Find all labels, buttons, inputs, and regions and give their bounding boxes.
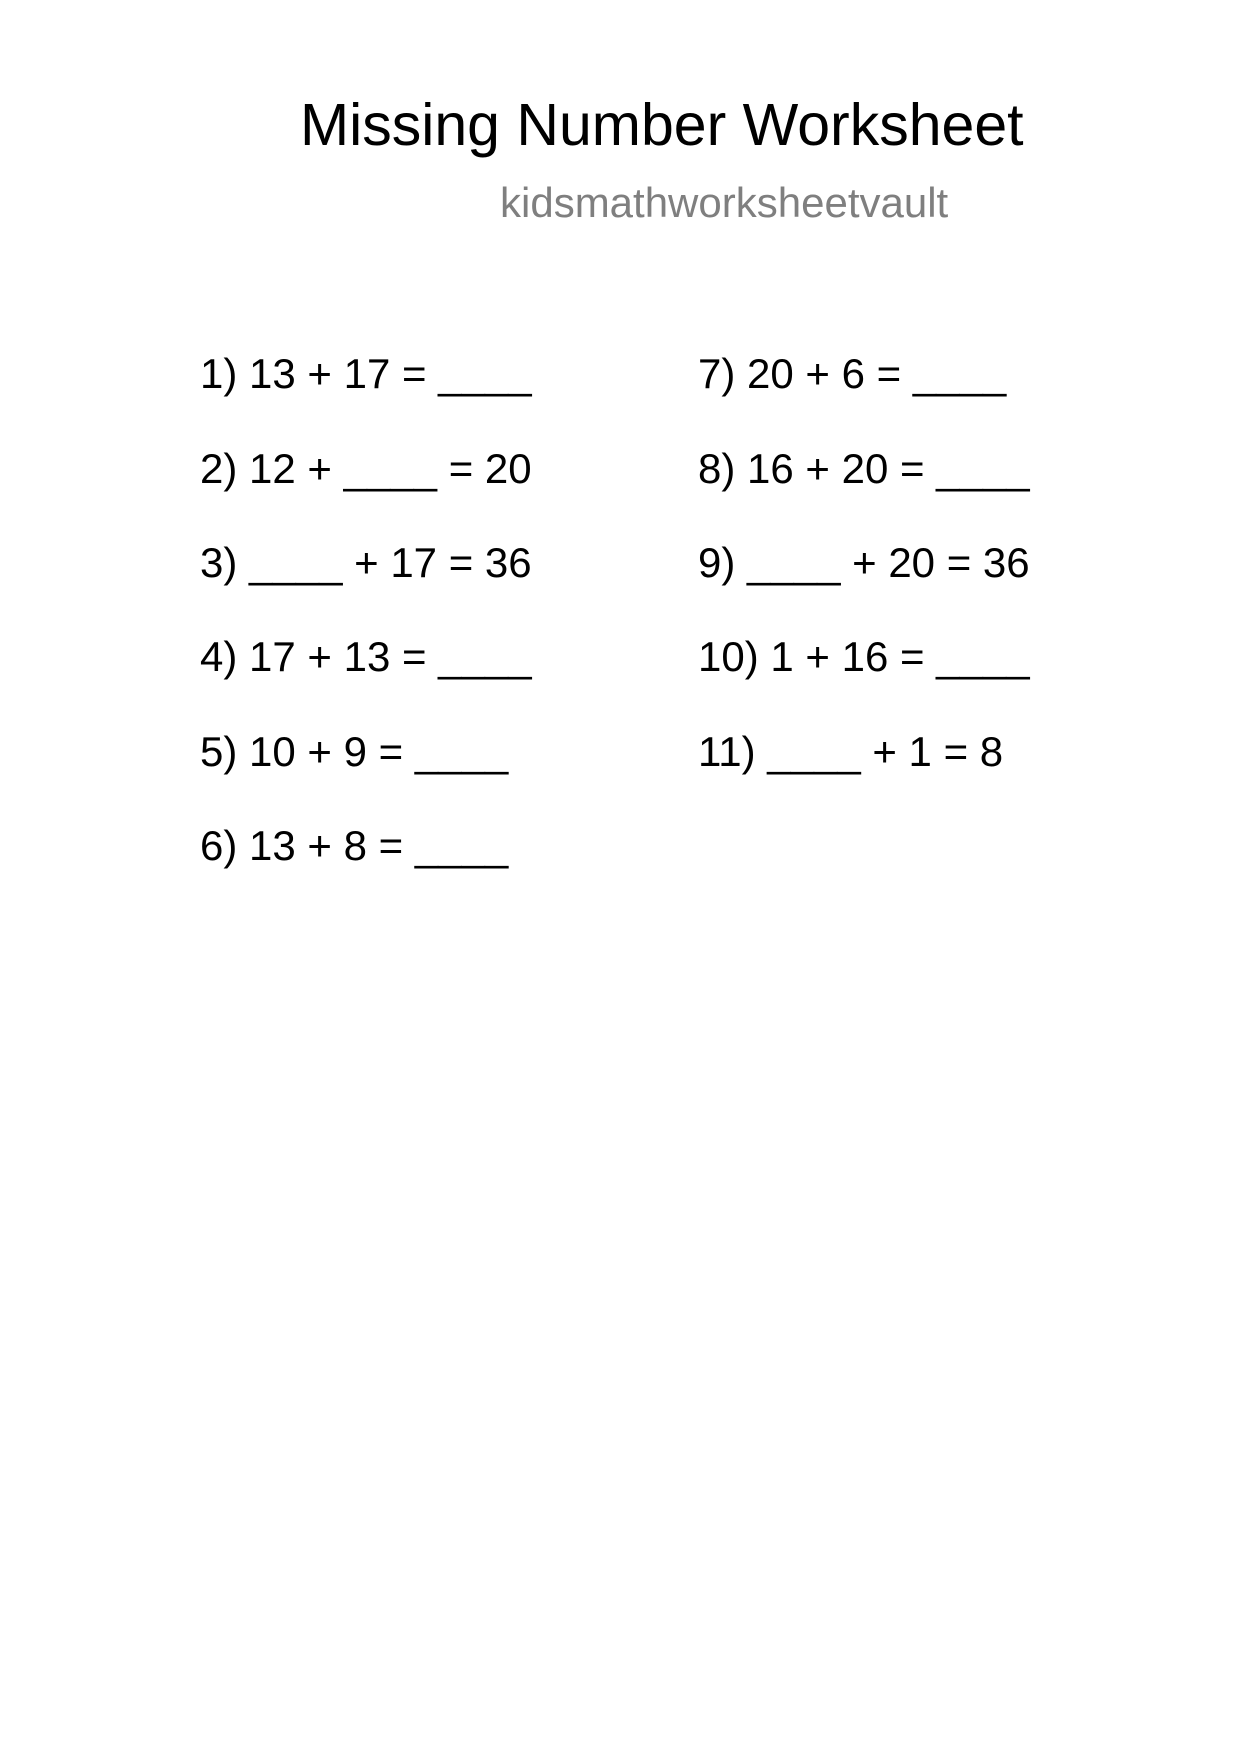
problem-3: 3) ____ + 17 = 36 — [200, 539, 532, 586]
problem-9: 9) ____ + 20 = 36 — [698, 539, 1030, 586]
problem-11: 11) ____ + 1 = 8 — [698, 728, 1004, 775]
problem-7: 7) 20 + 6 = ____ — [698, 350, 1007, 397]
worksheet-source: kidsmathworksheetvault — [500, 179, 949, 226]
worksheet-title: Missing Number Worksheet — [300, 92, 1024, 158]
problem-1: 1) 13 + 17 = ____ — [200, 350, 532, 397]
problem-10: 10) 1 + 16 = ____ — [698, 633, 1030, 680]
problem-2: 2) 12 + ____ = 20 — [200, 445, 532, 492]
problem-4: 4) 17 + 13 = ____ — [200, 633, 532, 680]
problem-5: 5) 10 + 9 = ____ — [200, 728, 509, 775]
problem-6: 6) 13 + 8 = ____ — [200, 822, 509, 869]
problem-8: 8) 16 + 20 = ____ — [698, 445, 1030, 492]
